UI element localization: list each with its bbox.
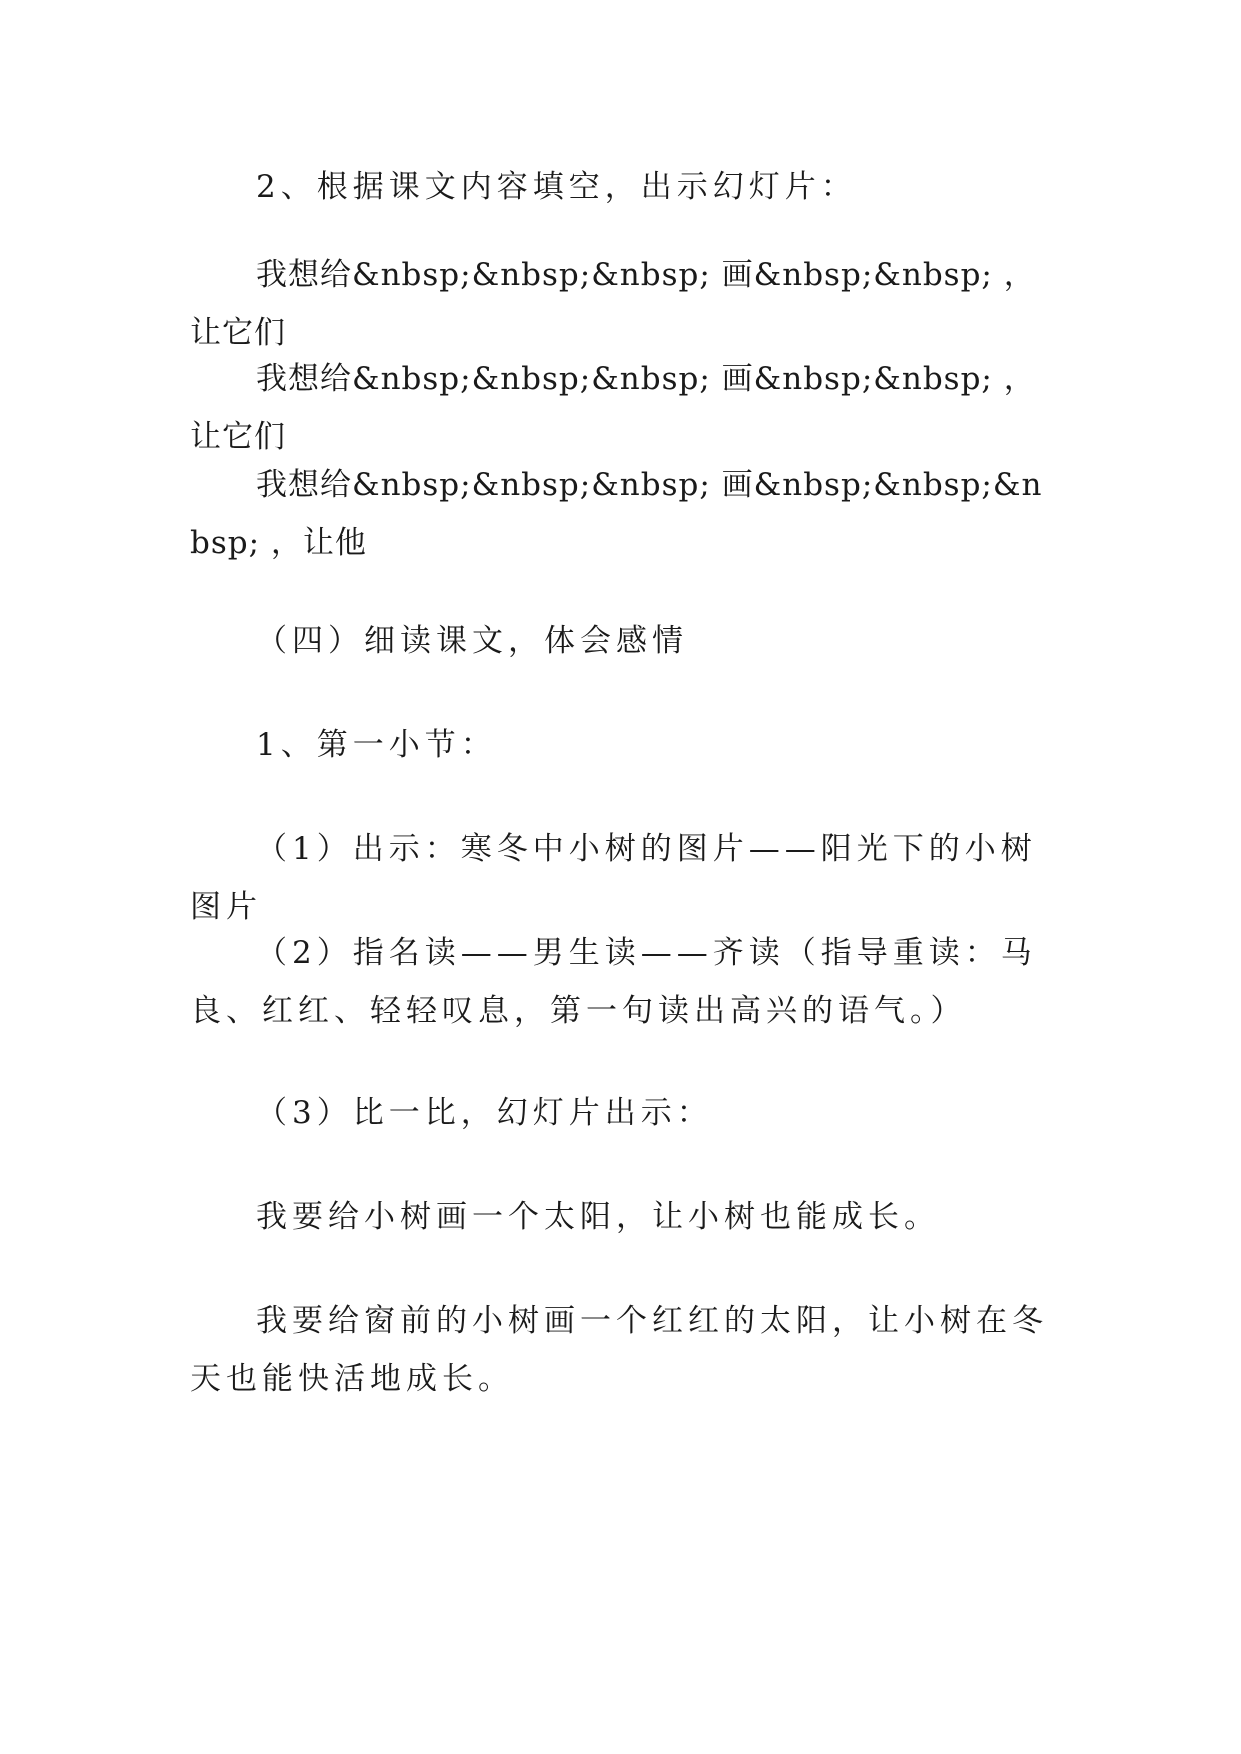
paragraph-step-3: （3）比一比，幻灯片出示： [256, 1095, 713, 1131]
paragraph-blank-line-1: 我想给&nbsp;&nbsp;&nbsp; 画&nbsp;&nbsp; ，让它们 [190, 257, 1036, 351]
paragraph-blank-line-3: 我想给&nbsp;&nbsp;&nbsp; 画&nbsp;&nbsp;&nbsp; ，让他 [190, 467, 1043, 561]
paragraph-fill-blank-intro: 2、根据课文内容填空，出示幻灯片： [256, 169, 857, 205]
paragraph-blank-line-2: 我想给&nbsp;&nbsp;&nbsp; 画&nbsp;&nbsp; ，让它们 [190, 361, 1036, 455]
paragraph-step-1: （1）出示：寒冬中小树的图片——阳光下的小树图片 [190, 831, 1037, 925]
paragraph-sentence-2: 我要给窗前的小树画一个红红的太阳，让小树在冬天也能快活地成长。 [190, 1303, 1048, 1397]
section-heading-close-reading: （四）细读课文，体会感情 [256, 623, 688, 659]
paragraph-sentence-1: 我要给小树画一个太阳，让小树也能成长。 [256, 1199, 940, 1235]
paragraph-step-2: （2）指名读——男生读——齐读（指导重读：马良、红红、轻轻叹息，第一句读出高兴的语气。） [190, 935, 1037, 1029]
paragraph-first-section: 1、第一小节： [256, 727, 497, 763]
